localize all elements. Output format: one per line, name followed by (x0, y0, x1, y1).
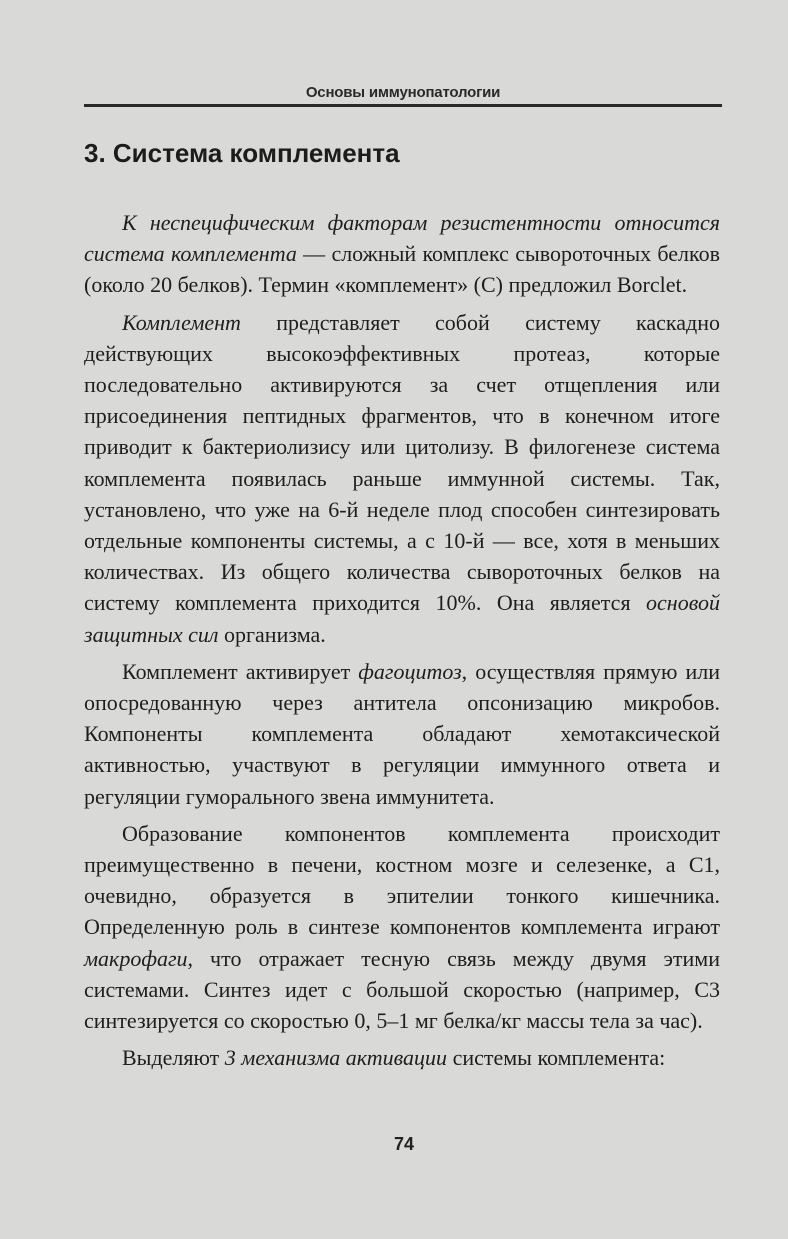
text-run: Комплемент активирует (122, 658, 359, 684)
italic-term: фагоцитоз (358, 658, 462, 684)
header-rule (84, 104, 722, 107)
paragraph-4 (84, 818, 720, 1036)
text-run: системы комплемента: (447, 1045, 666, 1071)
paragraph-5 (84, 1042, 720, 1073)
section-title: 3. Система комплемента (84, 138, 400, 168)
italic-term: макрофаги (84, 945, 188, 971)
paragraph-2 (84, 307, 720, 650)
italic-term: К неспецифическим факторам резистентности относится система комплемента (84, 210, 720, 267)
text-run: представляет собой систему каскадно действующих высокоэффективных протеаз, которые последовательно активируются за счет отщепления или присоединения пептидных фрагментов, что в конечном итоге приводит к бактериолизису или цитолизу. В филогенезе система комплемента появилась раньше иммунной системы. Так, установлено, что уже на 6-й неделе плод способен синтезировать отдельные компоненты системы, а с 10-й — все, хотя в меньших количествах. Из общего количества сывороточных белков на систему комплемента приходится 10%. Она является (84, 309, 720, 616)
running-head: Основы иммунопатологии (305, 84, 501, 101)
text-run: Выделяют (122, 1045, 225, 1071)
text-run: — сложный комплекс сывороточных белков (около 20 белков). Термин «комплемент» (С) предложил Borclet. (84, 241, 720, 298)
text-run: организма. (218, 621, 326, 647)
body-text (84, 207, 720, 1073)
paragraph-3 (84, 656, 720, 812)
italic-term: Комплемент (122, 309, 241, 335)
text-run: , что отражает тесную связь между двумя этими системами. Синтез идет с большой скоростью (например, С3 синтезируется со скоростью 0, 5–1 мг белка/кг массы тела за час). (84, 945, 720, 1034)
italic-term: 3 механизма активации (224, 1045, 448, 1071)
text-run: , осуществляя прямую или опосредованную через антитела опсонизацию микробов. Компоненты комплемента обладают хемотаксической активностью, участвуют в регуляции иммунного ответа и регуляции гуморального звена иммунитета. (84, 658, 721, 809)
italic-term: основой защитных сил (84, 590, 720, 647)
text-run: Образование компонентов комплемента происходит преимущественно в печени, костном мозге и селезенке, а С1, очевидно, образуется в эпителии тонкого кишечника. Определенную роль в синтезе компонентов комплемента играют (84, 820, 720, 940)
page-number: 74 (393, 1134, 415, 1154)
paragraph-1 (84, 207, 720, 301)
